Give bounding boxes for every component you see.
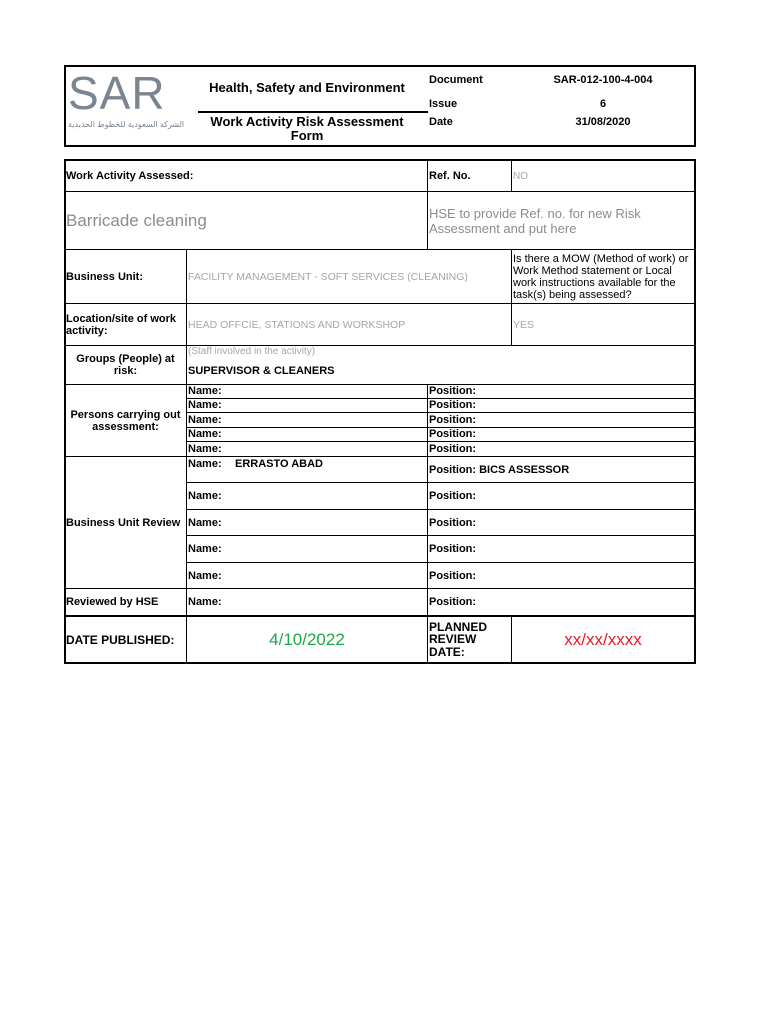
reviewer-position-3: Position: [429, 516, 477, 529]
assessor-position-1: Position: [429, 385, 477, 397]
assessor-name-2: Name: [188, 399, 222, 411]
assessor-name-1: Name: [188, 385, 222, 397]
location-label: Location/site of work activity: [66, 312, 177, 337]
assessor-position-4: Position: [429, 428, 477, 440]
assessor-position-2: Position: [429, 399, 477, 411]
assessor-position-3: Position: [429, 414, 477, 426]
reviewer-position-2: Position: [429, 490, 477, 502]
logo-wordmark: SAR [68, 67, 166, 119]
mow-question: Is there a MOW (Method of work) or Work Method statement or Local work instructions available for the task(s) being assessed? [513, 252, 689, 301]
location-value: HEAD OFFCIE, STATIONS AND WORKSHOP [188, 318, 406, 331]
business-unit-value: FACILITY MANAGEMENT - SOFT SERVICES (CLEANING) [188, 270, 468, 283]
assessor-name-4: Name: [188, 428, 222, 440]
issue-value: 6 [599, 98, 607, 110]
document-label: Document [429, 74, 483, 86]
planned-review-label: PLANNED REVIEW DATE: [429, 619, 488, 659]
reviewer-position-5: Position: [429, 569, 477, 582]
activity-value: Barricade cleaning [66, 210, 207, 230]
date-value: 31/08/2020 [575, 116, 631, 128]
reviewer-position-1: Position: BICS ASSESSOR [429, 463, 570, 476]
date-label: Date [429, 116, 453, 128]
date-published-label: DATE PUBLISHED: [66, 632, 175, 647]
reviewer-name-3: Name: [188, 516, 222, 529]
form-title: Work Activity Risk Assessment Form [210, 114, 404, 143]
logo-arabic-text: الشركة السعودية للخطوط الحديدية [68, 120, 185, 129]
date-published-value: 4/10/2022 [269, 629, 345, 649]
business-unit-label: Business Unit: [66, 270, 144, 283]
mow-answer: YES [513, 318, 535, 331]
planned-review-value: xx/xx/xxxx [564, 629, 642, 649]
business-review-label: Business Unit Review [66, 516, 181, 529]
issue-label: Issue [429, 98, 458, 110]
activity-label: Work Activity Assessed: [66, 170, 194, 182]
assessor-name-5: Name: [188, 443, 222, 455]
document-value: SAR-012-100-4-004 [553, 74, 653, 86]
ref-no-label: Ref. No. [429, 170, 471, 182]
reviewer-position-4: Position: [429, 543, 477, 555]
department-title: Health, Safety and Environment [209, 80, 405, 95]
assessor-position-5: Position: [429, 443, 477, 455]
assessor-name-3: Name: [188, 414, 222, 426]
reviewer-name-4: Name: [188, 543, 222, 555]
ref-no-note: HSE to provide Ref. no. for new Risk Assessment and put here [429, 205, 641, 236]
reviewer-name-2: Name: [188, 490, 222, 502]
groups-label: Groups (People) at risk: [76, 353, 175, 377]
reviewer-name-label-1: Name: [188, 458, 222, 470]
hse-position: Position: [429, 596, 477, 608]
reviewer-name-5: Name: [188, 569, 222, 582]
groups-value: SUPERVISOR & CLEANERS [188, 365, 335, 377]
hse-name: Name: [188, 596, 222, 608]
persons-label: Persons carrying out assessment: [70, 408, 181, 433]
groups-hint: (Staff involved in the activity) [188, 346, 316, 357]
sar-logo [68, 67, 185, 136]
reviewer-name-value-1: ERRASTO ABAD [235, 458, 324, 470]
reviewed-hse-label: Reviewed by HSE [66, 596, 159, 608]
ref-no-value: NO [513, 170, 528, 182]
